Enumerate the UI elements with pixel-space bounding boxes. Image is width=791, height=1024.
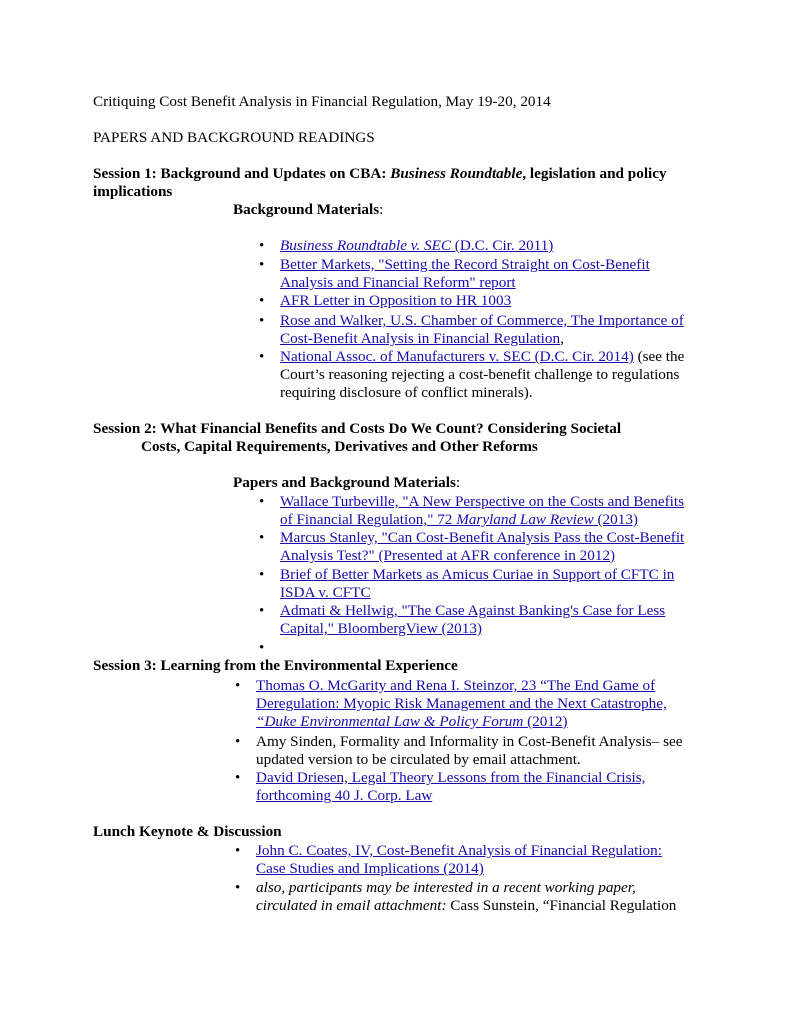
reading-link-mcgarity-steinzor[interactable]: Thomas O. McGarity and Rena I. Steinzor, 23 “The End Game of (256, 677, 656, 694)
session2-heading-line2: Costs, Capital Requirements, Derivatives and Other Reforms (141, 438, 538, 455)
reading-link-amicus-brief-line2[interactable]: ISDA v. CFTC (280, 584, 371, 601)
bullet-icon: • (235, 843, 241, 859)
reading-link-better-markets-line2[interactable]: Analysis and Financial Reform" report (280, 274, 516, 291)
document-subtitle: PAPERS AND BACKGROUND READINGS (93, 129, 375, 146)
reading-link-mcgarity-steinzor-line2[interactable]: Deregulation: Myopic Risk Management and the Next Catastrophe, (256, 695, 667, 712)
reading-note-sunstein: also, participants may be interested in a recent working paper, (256, 879, 636, 896)
document-title: Critiquing Cost Benefit Analysis in Financial Regulation, May 19-20, 2014 (93, 93, 551, 110)
reading-link-turbeville-line2[interactable]: of Financial Regulation," 72 Maryland Law Review (2013) (280, 511, 638, 528)
reading-link-better-markets[interactable]: Better Markets, "Setting the Record Straight on Cost-Benefit (280, 256, 650, 273)
session1-materials-label: Background Materials: (233, 201, 384, 218)
bullet-icon: • (259, 238, 265, 254)
session2-materials-label: Papers and Background Materials: (233, 474, 461, 491)
reading-link-business-roundtable[interactable]: Business Roundtable v. SEC (D.C. Cir. 2011) (280, 237, 554, 254)
reading-link-driesen[interactable]: David Driesen, Legal Theory Lessons from the Financial Crisis, (256, 769, 646, 786)
reading-link-coates-line2[interactable]: Case Studies and Implications (2014) (256, 860, 484, 877)
bullet-icon: • (259, 567, 265, 583)
reading-item-nam-v-sec: National Assoc. of Manufacturers v. SEC (D.C. Cir. 2014) (see the (280, 348, 685, 365)
bullet-icon: • (259, 640, 265, 656)
bullet-icon: • (259, 530, 265, 546)
reading-note-line3: requiring disclosure of conflict minerals). (280, 384, 533, 401)
reading-link-rose-walker[interactable]: Rose and Walker, U.S. Chamber of Commerce, The Importance of (280, 312, 684, 329)
reading-link-driesen-line2[interactable]: forthcoming 40 J. Corp. Law (256, 787, 433, 804)
reading-link-amicus-brief[interactable]: Brief of Better Markets as Amicus Curiae in Support of CFTC in (280, 566, 675, 583)
bullet-icon: • (259, 293, 265, 309)
reading-link-nam-v-sec[interactable]: National Assoc. of Manufacturers v. SEC (D.C. Cir. 2014) (280, 348, 634, 365)
reading-item-rose-walker-line2: Cost-Benefit Analysis in Financial Regulation, (280, 330, 564, 347)
reading-link-stanley[interactable]: Marcus Stanley, "Can Cost-Benefit Analysis Pass the Cost-Benefit (280, 529, 685, 546)
reading-link-coates[interactable]: John C. Coates, IV, Cost-Benefit Analysis of Financial Regulation: (256, 842, 662, 859)
reading-item-sinden: Amy Sinden, Formality and Informality in Cost-Benefit Analysis– see (256, 733, 683, 750)
lunch-heading: Lunch Keynote & Discussion (93, 823, 282, 840)
reading-link-mcgarity-steinzor-line3[interactable]: “Duke Environmental Law & Policy Forum (2012) (256, 713, 568, 730)
bullet-icon: • (235, 880, 241, 896)
reading-link-rose-walker-line2[interactable]: Cost-Benefit Analysis in Financial Regulation (280, 330, 561, 347)
reading-link-afr-letter[interactable]: AFR Letter in Opposition to HR 1003 (280, 292, 512, 309)
session1-heading-line2: implications (93, 183, 173, 200)
reading-item-sinden-line2: updated version to be circulated by email attachment. (256, 751, 581, 768)
bullet-icon: • (235, 678, 241, 694)
bullet-icon: • (235, 734, 241, 750)
bullet-icon: • (259, 349, 265, 365)
session2-heading: Session 2: What Financial Benefits and Costs Do We Count? Considering Societal (93, 420, 622, 437)
session3-heading: Session 3: Learning from the Environmental Experience (93, 657, 458, 674)
bullet-icon: • (235, 770, 241, 786)
bullet-icon: • (259, 313, 265, 329)
bullet-icon: • (259, 257, 265, 273)
reading-link-stanley-line2[interactable]: Analysis Test?" (Presented at AFR conference in 2012) (280, 547, 616, 564)
reading-link-admati-hellwig-line2[interactable]: Capital," BloombergView (2013) (280, 620, 482, 637)
session1-heading: Session 1: Background and Updates on CBA: Business Roundtable, legislation and policy (93, 165, 667, 182)
reading-note-sunstein-line2: circulated in email attachment: Cass Sunstein, “Financial Regulation (256, 897, 677, 914)
reading-link-turbeville[interactable]: Wallace Turbeville, "A New Perspective on the Costs and Benefits (280, 493, 684, 510)
bullet-icon: • (259, 603, 265, 619)
reading-note-line2: Court’s reasoning rejecting a cost-benefit challenge to regulations (280, 366, 680, 383)
reading-link-admati-hellwig[interactable]: Admati & Hellwig, "The Case Against Banking's Case for Less (280, 602, 666, 619)
bullet-icon: • (259, 494, 265, 510)
